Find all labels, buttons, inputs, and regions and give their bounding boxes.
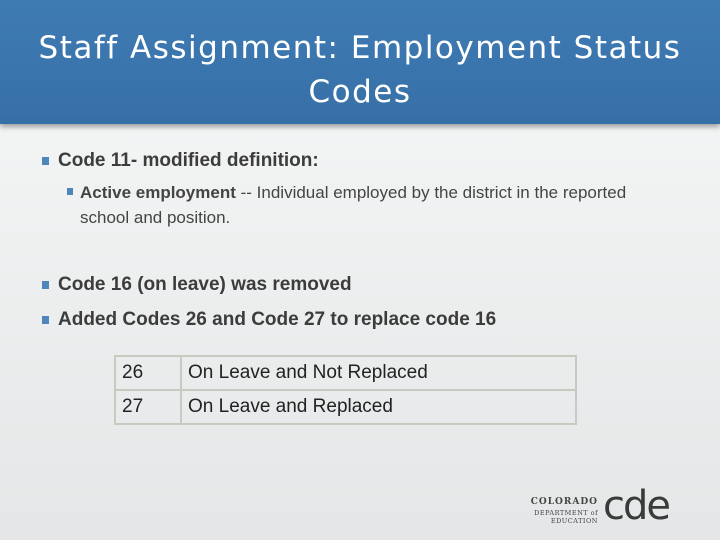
logo-state-text: COLORADO — [530, 497, 598, 507]
description-cell: On Leave and Replaced — [181, 390, 576, 424]
bullet-text: Code 16 (on leave) was removed — [58, 274, 352, 295]
cde-logo — [486, 488, 696, 524]
definition-text: -- Individual employed by the district in the reported school and position. — [80, 183, 627, 227]
bullet-added-codes — [42, 308, 496, 332]
bullet-text: Added Codes 26 and Code 27 to replace code 16 — [58, 309, 497, 330]
bullet-marker — [42, 281, 49, 289]
code-cell: 26 — [115, 356, 181, 390]
logo-mark-text: cde — [603, 488, 669, 524]
bullet-code-11 — [42, 149, 319, 173]
slide-title: Staff Assignment: Employment Status Codes — [38, 30, 682, 110]
codes-table — [114, 355, 577, 425]
table-row — [115, 356, 576, 390]
term-active-employment: Active employment — [80, 183, 236, 202]
bullet-marker — [67, 188, 73, 195]
bullet-code-16-removed — [42, 273, 352, 297]
sub-bullet-text — [80, 180, 647, 230]
logo-department-text: DEPARTMENT of EDUCATION — [534, 509, 598, 525]
title-band — [0, 0, 720, 124]
cde-logo-mark-icon — [603, 488, 693, 524]
description-cell: On Leave and Not Replaced — [181, 356, 576, 390]
table-row — [115, 390, 576, 424]
code-cell: 27 — [115, 390, 181, 424]
sub-bullet-active-employment — [67, 180, 647, 230]
bullet-text: Code 11- modified definition: — [58, 150, 319, 171]
bullet-marker — [42, 157, 49, 165]
bullet-marker — [42, 316, 49, 324]
